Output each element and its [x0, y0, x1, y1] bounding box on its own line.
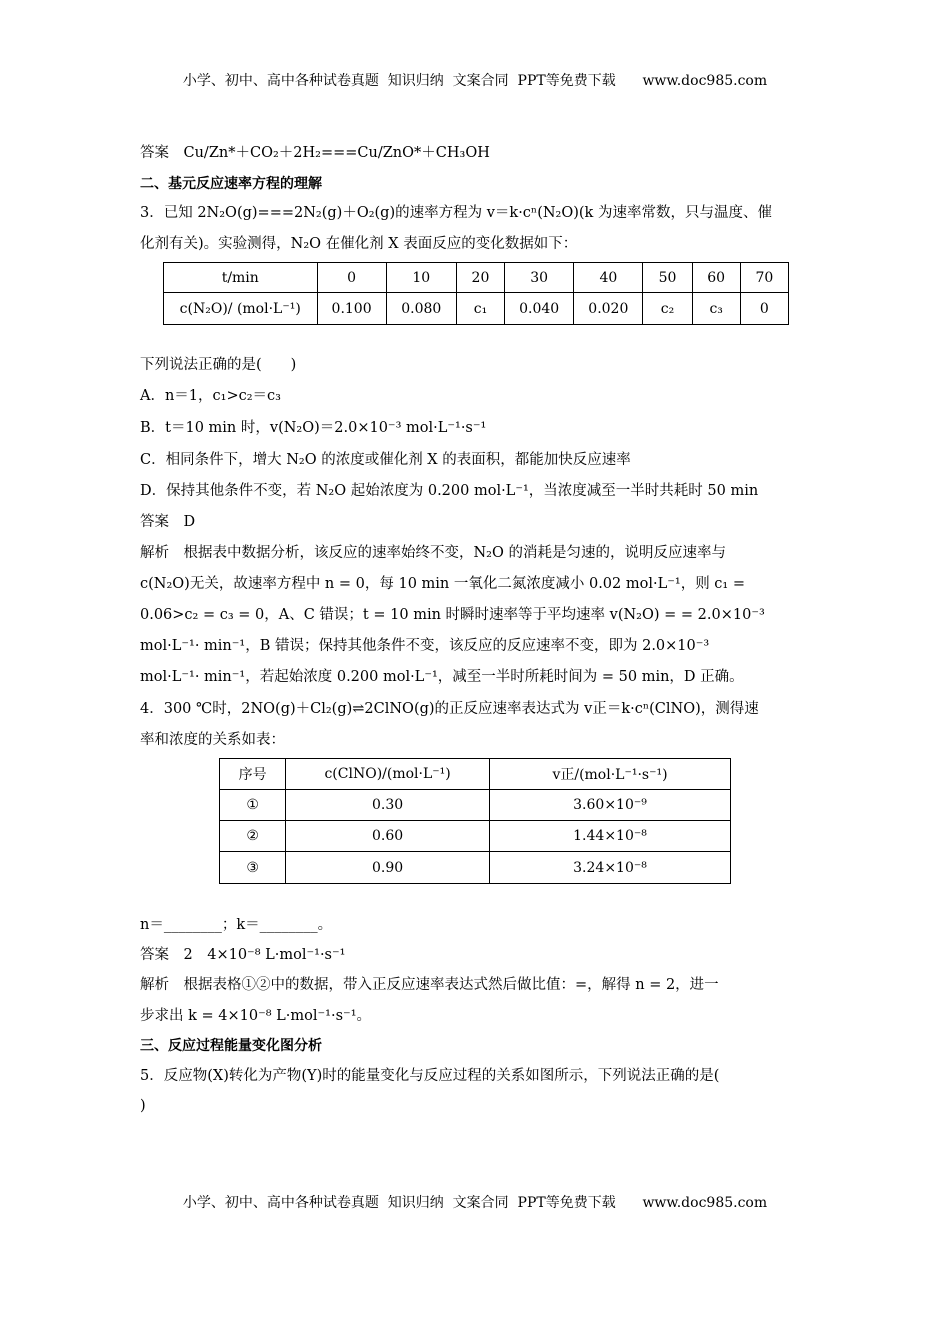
text-line: ): [140, 1098, 146, 1114]
table-cell: 0: [740, 293, 788, 325]
table-cell: c₂: [643, 293, 692, 325]
page-footer: 小学、初中、高中各种试卷真题 知识归纳 文案合同 PPT等免费下载 www.doc985.com: [182, 1195, 768, 1211]
table-cell: 0.60: [286, 821, 490, 852]
table-cell: v正/(mol·L⁻¹·s⁻¹): [490, 759, 731, 790]
table-row: [220, 852, 731, 884]
text-line: C．相同条件下，增大 N₂O 的浓度或催化剂 X 的表面积，都能加快反应速率: [140, 452, 631, 468]
table-row: [164, 263, 789, 293]
page-header: 小学、初中、高中各种试卷真题 知识归纳 文案合同 PPT等免费下载 www.doc985.com: [182, 73, 768, 89]
table-cell: c₃: [692, 293, 740, 325]
text-line: 化剂有关)。实验测得，N₂O 在催化剂 X 表面反应的变化数据如下：: [140, 236, 578, 252]
text-line: 0.06>c₂ = c₃ = 0，A、C 错误；t = 10 min 时瞬时速率等于平均速率 v(N₂O) = = 2.0×10⁻³: [140, 607, 765, 623]
table-cell: 0: [317, 263, 386, 293]
table-row: [220, 759, 731, 790]
table-row: [164, 293, 789, 325]
text-line: 下列说法正确的是( ): [140, 357, 297, 373]
table-cell: 40: [574, 263, 643, 293]
table-cell: 60: [692, 263, 740, 293]
table-cell: t/min: [164, 263, 318, 293]
text-line: 步求出 k = 4×10⁻⁸ L·mol⁻¹·s⁻¹。: [140, 1008, 372, 1024]
table-cell: c(ClNO)/(mol·L⁻¹): [286, 759, 490, 790]
table-row: [220, 821, 731, 852]
table-cell: 3.24×10⁻⁸: [490, 852, 731, 884]
text-line: mol·L⁻¹· min⁻¹，B 错误；保持其他条件不变，该反应的反应速率不变，即为 2.0×10⁻³: [140, 638, 710, 654]
text-line: c(N₂O)无关，故速率方程中 n = 0，每 10 min 一氧化二氮浓度减小 0.02 mol·L⁻¹，则 c₁ =: [140, 576, 745, 592]
rate-data-table: [163, 262, 789, 325]
text-line: 5．反应物(X)转化为产物(Y)时的能量变化与反应过程的关系如图所示，下列说法正确的是(: [140, 1068, 720, 1084]
table-cell: c(N₂O)/ (mol·L⁻¹): [164, 293, 318, 325]
text-line: 3．已知 2N₂O(g)===2N₂(g)＋O₂(g)的速率方程为 v＝k·cⁿ(N₂O)(k 为速率常数，只与温度、催: [140, 205, 772, 221]
section-heading: 二、基元反应速率方程的理解: [140, 176, 322, 192]
table-cell: ①: [220, 790, 286, 821]
table-cell: ③: [220, 852, 286, 884]
table-cell: 0.020: [574, 293, 643, 325]
table-cell: ②: [220, 821, 286, 852]
table-cell: 10: [386, 263, 456, 293]
table-cell: 1.44×10⁻⁸: [490, 821, 731, 852]
table-cell: 0.100: [317, 293, 386, 325]
text-line: 解析 根据表中数据分析，该反应的速率始终不变，N₂O 的消耗是匀速的，说明反应速率与: [140, 545, 726, 561]
text-line: B．t＝10 min 时，v(N₂O)＝2.0×10⁻³ mol·L⁻¹·s⁻¹: [140, 420, 487, 436]
text-line: D．保持其他条件不变，若 N₂O 起始浓度为 0.200 mol·L⁻¹，当浓度减至一半时共耗时 50 min: [140, 483, 759, 499]
table-cell: 70: [740, 263, 788, 293]
text-line: n＝________；k＝________。: [140, 917, 333, 933]
text-line: 率和浓度的关系如表：: [140, 732, 285, 748]
text-line: 4．300 ℃时，2NO(g)＋Cl₂(g)⇌2ClNO(g)的正反应速率表达式为 v正＝k·cⁿ(ClNO)，测得速: [140, 701, 759, 717]
table-cell: 0.30: [286, 790, 490, 821]
text-line: 解析 根据表格①②中的数据，带入正反应速率表达式然后做比值：=，解得 n = 2，进一: [140, 977, 719, 993]
table-cell: c₁: [456, 293, 504, 325]
table-cell: 0.080: [386, 293, 456, 325]
table-row: [220, 790, 731, 821]
table-cell: 0.040: [505, 293, 574, 325]
text-line: mol·L⁻¹· min⁻¹，若起始浓度 0.200 mol·L⁻¹，减至一半时所耗时间为 = 50 min，D 正确。: [140, 669, 744, 685]
text-line: 答案 2 4×10⁻⁸ L·mol⁻¹·s⁻¹: [140, 947, 346, 963]
section-heading: 三、反应过程能量变化图分析: [140, 1038, 322, 1054]
table-cell: 3.60×10⁻⁹: [490, 790, 731, 821]
table-cell: 序号: [220, 759, 286, 790]
text-line: 答案 D: [140, 514, 196, 530]
table-cell: 30: [505, 263, 574, 293]
table-cell: 0.90: [286, 852, 490, 884]
text-line: 答案 Cu/Zn*＋CO₂＋2H₂===Cu/ZnO*＋CH₃OH: [140, 145, 490, 161]
clno-rate-table: [219, 758, 731, 884]
table-cell: 50: [643, 263, 692, 293]
table-cell: 20: [456, 263, 504, 293]
text-line: A．n＝1，c₁>c₂＝c₃: [140, 388, 281, 404]
